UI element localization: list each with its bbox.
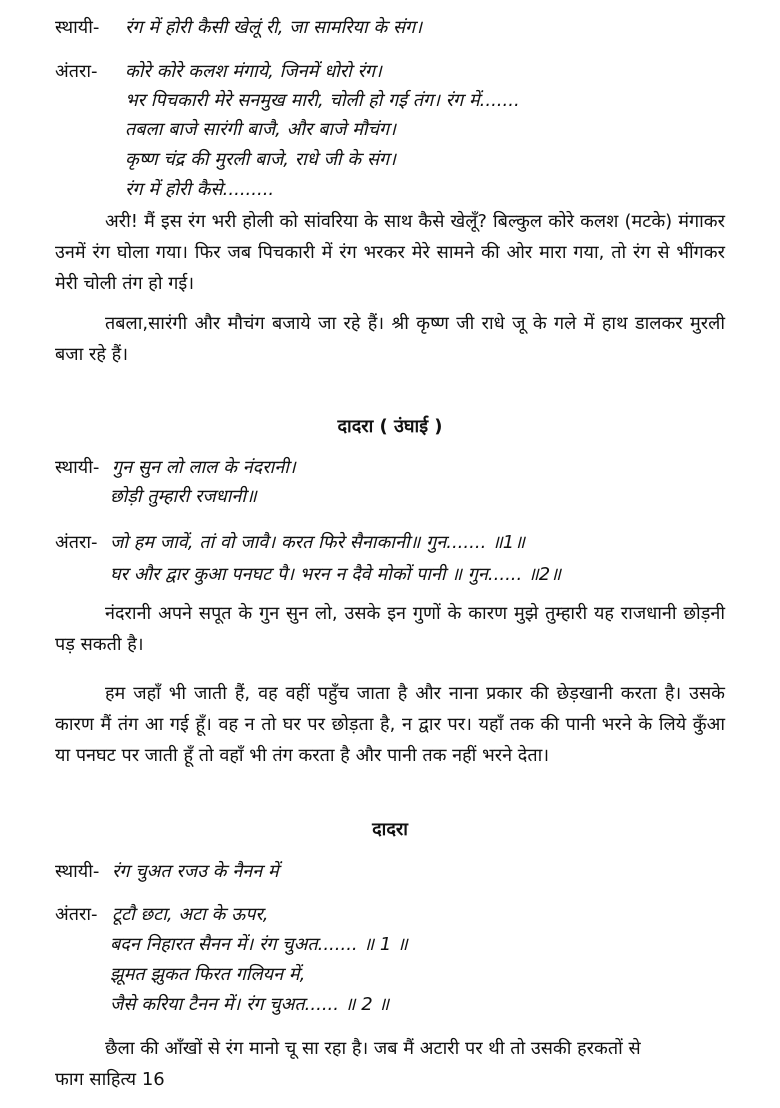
antara-verse-line: बदन निहारत सैनन में। रंग चुअत....... ॥ 1 ॥ bbox=[110, 934, 408, 955]
antara-label: अंतरा- bbox=[55, 61, 98, 82]
antara-verse-line: कोरे कोरे कलश मंगाये, जिनमें धोरो रंग। bbox=[125, 61, 382, 82]
page-number: 16 bbox=[141, 1069, 165, 1090]
antara-verse-line: जैसे करिया टैनन में। रंग चुअत...... ॥ 2 ॥ bbox=[110, 994, 390, 1015]
sthayi-verse: रंग चुअत रजउ के नैनन में bbox=[112, 861, 279, 882]
section-heading: दादरा ( उंघाई ) bbox=[337, 416, 443, 437]
explanation-paragraph: अरी! मैं इस रंग भरी होली को सांवरिया के साथ कैसे खेलूँ? बिल्कुल कोरे कलश (मटके) मंगाकर उनमें रंग घोला गया। फिर जब पिचकारी में रंग भरकर मेरे सामने की ओर मारा गया, तो रंग से भींगकर मेरी चोली तंग हो गई। bbox=[55, 211, 725, 294]
antara-verse-line: तबला बाजे सारंगी बाजै, और बाजे मौचंग। bbox=[125, 119, 396, 140]
antara-verse-line: कृष्ण चंद्र की मुरली बाजे, राधे जी के संग। bbox=[125, 149, 396, 170]
antara-verse-line: रंग में होरी कैसे......... bbox=[125, 179, 275, 200]
antara-verse-line: टूटौ छटा, अटा के ऊपर, bbox=[112, 904, 269, 925]
section-heading: दादरा bbox=[372, 819, 408, 840]
sthayi-verse: रंग में होरी कैसी खेलूं री, जा सामरिया के संग। bbox=[125, 17, 423, 38]
book-title: फाग साहित्य bbox=[55, 1069, 137, 1090]
antara-verse-line: जो हम जावें, तां वो जावै। करत फिरे सैनाकानी॥ गुन....... ॥1॥ bbox=[110, 532, 526, 553]
antara-label: अंतरा- bbox=[55, 532, 98, 553]
antara-verse-line: घर और द्वार कुआ पनघट पै। भरन न दैवे मोकों पानी ॥ गुन...... ॥2॥ bbox=[110, 564, 561, 585]
antara-label: अंतरा- bbox=[55, 904, 98, 925]
sthayi-label: स्थायी- bbox=[55, 861, 100, 882]
antara-verse-line: भर पिचकारी मेरे सनमुख मारी, चोली हो गई तंग। रंग में....... bbox=[125, 90, 520, 111]
sthayi-verse-line: छोड़ी तुम्हारी रजधानी॥ bbox=[110, 486, 257, 507]
explanation-paragraph: नंदरानी अपने सपूत के गुन सुन लो, उसके इन गुणों के कारण मुझे तुम्हारी यह राजधानी छोड़नी पड़ सकती है। bbox=[55, 603, 725, 655]
explanation-paragraph: तबला,सारंगी और मौचंग बजाये जा रहे हैं। श्री कृष्ण जी राधे जू के गले में हाथ डालकर मुरली बजा रहे हैं। bbox=[55, 313, 725, 365]
sthayi-label: स्थायी- bbox=[55, 457, 100, 478]
page-footer bbox=[55, 1068, 165, 1092]
explanation-paragraph: हम जहाँ भी जाती हैं, वह वहीं पहुँच जाता है और नाना प्रकार की छेड़खानी करता है। उसके कारण मैं तंग आ गई हूँ। वह न तो घर पर छोड़ता है, न द्वार पर। यहाँ तक की पानी भरने के लिये कुँआ या पनघट पर जाती हूँ तो वहाँ भी तंग करता है और पानी तक नहीं भरने देता। bbox=[55, 683, 725, 766]
sthayi-label: स्थायी- bbox=[55, 17, 100, 38]
antara-verse-line: झूमत झुकत फिरत गलियन में, bbox=[110, 964, 306, 985]
explanation-paragraph: छैला की आँखों से रंग मानो चू सा रहा है। जब मैं अटारी पर थी तो उसकी हरकतों से bbox=[105, 1038, 641, 1059]
sthayi-verse-line: गुन सुन लो लाल के नंदरानी। bbox=[112, 457, 296, 478]
